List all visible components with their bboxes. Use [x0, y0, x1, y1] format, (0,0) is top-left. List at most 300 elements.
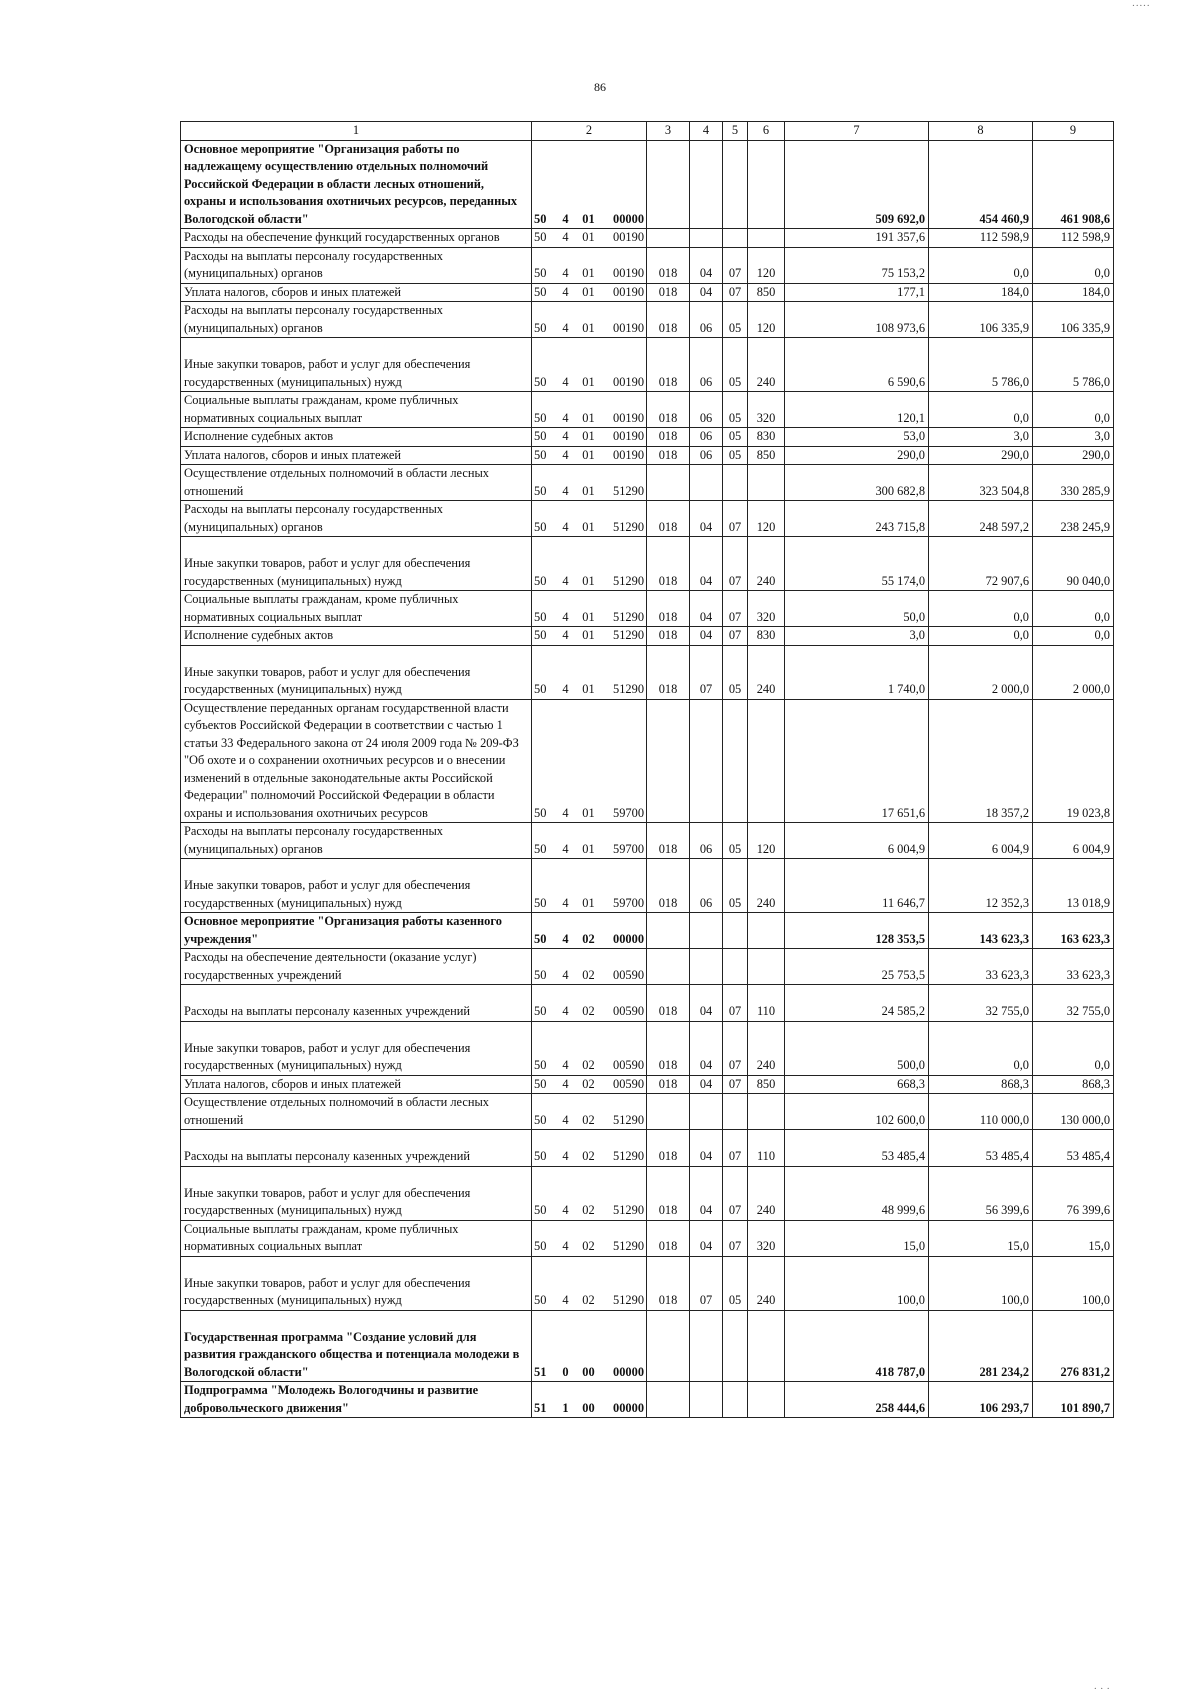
row-name: Иные закупки товаров, работ и услуг для обеспечения государственных (муниципальных) нужд [181, 1166, 532, 1220]
amount-col-8: 0,0 [929, 247, 1033, 283]
code-subprogram: 4 [558, 1021, 574, 1075]
page-number: 86 [594, 80, 606, 94]
code-program: 50 [532, 1166, 558, 1220]
code-program: 50 [532, 859, 558, 913]
code-direction: 00590 [604, 985, 647, 1022]
code-activity: 01 [574, 699, 604, 823]
code-ministry: 018 [647, 591, 690, 627]
table-row [181, 645, 1114, 699]
code-subprogram: 4 [558, 1075, 574, 1094]
code-program: 50 [532, 140, 558, 229]
code-activity: 01 [574, 465, 604, 501]
code-ministry: 018 [647, 302, 690, 338]
code-expense-type: 830 [748, 428, 785, 447]
code-ministry [647, 913, 690, 949]
code-ministry: 018 [647, 1166, 690, 1220]
code-ministry [647, 229, 690, 248]
code-direction: 59700 [604, 823, 647, 859]
header-cell: 6 [748, 122, 785, 141]
code-activity: 01 [574, 428, 604, 447]
amount-col-9: 130 000,0 [1033, 1094, 1114, 1130]
code-direction: 00190 [604, 338, 647, 392]
amount-col-7: 177,1 [785, 283, 929, 302]
table-row [181, 537, 1114, 591]
code-program: 50 [532, 1130, 558, 1167]
table-row [181, 1310, 1114, 1382]
code-subprogram: 4 [558, 229, 574, 248]
code-expense-type: 830 [748, 627, 785, 646]
code-program: 50 [532, 823, 558, 859]
amount-col-7: 290,0 [785, 446, 929, 465]
code-activity: 02 [574, 949, 604, 985]
header-cell: 8 [929, 122, 1033, 141]
amount-col-9: 868,3 [1033, 1075, 1114, 1094]
code-ministry [647, 1094, 690, 1130]
code-subsection [723, 1310, 748, 1382]
code-subsection: 05 [723, 645, 748, 699]
code-subsection: 07 [723, 591, 748, 627]
code-subprogram: 4 [558, 501, 574, 537]
code-direction: 51290 [604, 501, 647, 537]
code-expense-type: 320 [748, 591, 785, 627]
code-section: 07 [690, 1256, 723, 1310]
code-section: 06 [690, 859, 723, 913]
code-subprogram: 4 [558, 949, 574, 985]
amount-col-7: 25 753,5 [785, 949, 929, 985]
amount-col-9: 106 335,9 [1033, 302, 1114, 338]
code-activity: 02 [574, 1130, 604, 1167]
code-expense-type [748, 913, 785, 949]
code-expense-type: 850 [748, 1075, 785, 1094]
amount-col-8: 6 004,9 [929, 823, 1033, 859]
code-ministry: 018 [647, 1130, 690, 1167]
amount-col-9: 0,0 [1033, 591, 1114, 627]
amount-col-8: 454 460,9 [929, 140, 1033, 229]
code-program: 50 [532, 465, 558, 501]
row-name: Исполнение судебных актов [181, 428, 532, 447]
amount-col-8: 18 357,2 [929, 699, 1033, 823]
table-row [181, 229, 1114, 248]
code-subsection: 07 [723, 537, 748, 591]
amount-col-8: 0,0 [929, 591, 1033, 627]
code-subsection: 05 [723, 392, 748, 428]
code-direction: 00590 [604, 1075, 647, 1094]
code-ministry [647, 699, 690, 823]
table-row [181, 247, 1114, 283]
row-name: Расходы на выплаты персоналу государственных (муниципальных) органов [181, 823, 532, 859]
code-activity: 01 [574, 446, 604, 465]
code-direction: 00190 [604, 283, 647, 302]
table-row [181, 501, 1114, 537]
amount-col-9: 5 786,0 [1033, 338, 1114, 392]
row-name: Расходы на выплаты персоналу государственных (муниципальных) органов [181, 247, 532, 283]
code-subsection: 07 [723, 283, 748, 302]
code-activity: 01 [574, 823, 604, 859]
amount-col-9: 76 399,6 [1033, 1166, 1114, 1220]
code-section: 04 [690, 501, 723, 537]
table-row [181, 627, 1114, 646]
code-direction: 00190 [604, 247, 647, 283]
code-program: 50 [532, 699, 558, 823]
code-section: 04 [690, 1021, 723, 1075]
table-row [181, 392, 1114, 428]
code-section: 04 [690, 1166, 723, 1220]
code-ministry: 018 [647, 859, 690, 913]
table-row [181, 338, 1114, 392]
code-subsection: 07 [723, 1166, 748, 1220]
row-name: Осуществление переданных органам государственной власти субъектов Российской Федерации в соответствии с частью 1 статьи 33 Федерального закона от 24 июля 2009 года № 209-ФЗ "Об охоте и о сохранении охотничьих ресурсов и о внесении изменений в отдельные законодательные акты Российской Федерации" полномочий Российской Федерации в области охраны и использования охотничьих ресурсов [181, 699, 532, 823]
code-activity: 01 [574, 302, 604, 338]
code-subprogram: 4 [558, 1256, 574, 1310]
amount-col-7: 24 585,2 [785, 985, 929, 1022]
row-name: Расходы на выплаты персоналу государственных (муниципальных) органов [181, 501, 532, 537]
header-cell: 7 [785, 122, 929, 141]
code-section: 04 [690, 591, 723, 627]
amount-col-9: 461 908,6 [1033, 140, 1114, 229]
table-row [181, 1130, 1114, 1167]
code-subsection [723, 465, 748, 501]
code-program: 50 [532, 627, 558, 646]
code-ministry: 018 [647, 1256, 690, 1310]
amount-col-9: 3,0 [1033, 428, 1114, 447]
code-expense-type: 240 [748, 859, 785, 913]
amount-col-7: 55 174,0 [785, 537, 929, 591]
amount-col-7: 48 999,6 [785, 1166, 929, 1220]
code-program: 50 [532, 338, 558, 392]
code-section [690, 699, 723, 823]
code-expense-type: 110 [748, 985, 785, 1022]
code-expense-type: 120 [748, 823, 785, 859]
header-cell: 1 [181, 122, 532, 141]
amount-col-7: 243 715,8 [785, 501, 929, 537]
table-row [181, 283, 1114, 302]
code-expense-type: 240 [748, 1166, 785, 1220]
code-ministry [647, 1382, 690, 1418]
code-subsection: 05 [723, 428, 748, 447]
code-direction: 00190 [604, 302, 647, 338]
code-expense-type: 240 [748, 645, 785, 699]
code-subprogram: 4 [558, 1130, 574, 1167]
code-direction: 51290 [604, 1166, 647, 1220]
code-subsection: 07 [723, 627, 748, 646]
table-row [181, 465, 1114, 501]
row-name: Социальные выплаты гражданам, кроме публичных нормативных социальных выплат [181, 392, 532, 428]
code-activity: 01 [574, 338, 604, 392]
amount-col-9: 0,0 [1033, 1021, 1114, 1075]
amount-col-8: 290,0 [929, 446, 1033, 465]
table-row [181, 1220, 1114, 1256]
code-ministry: 018 [647, 1075, 690, 1094]
row-name: Социальные выплаты гражданам, кроме публичных нормативных социальных выплат [181, 1220, 532, 1256]
code-direction: 51290 [604, 1220, 647, 1256]
amount-col-8: 12 352,3 [929, 859, 1033, 913]
code-ministry: 018 [647, 1220, 690, 1256]
code-subsection: 07 [723, 1021, 748, 1075]
code-expense-type: 240 [748, 537, 785, 591]
table-row [181, 1166, 1114, 1220]
code-program: 50 [532, 229, 558, 248]
code-expense-type: 240 [748, 1021, 785, 1075]
code-subprogram: 4 [558, 985, 574, 1022]
code-section: 04 [690, 1220, 723, 1256]
amount-col-7: 3,0 [785, 627, 929, 646]
amount-col-8: 868,3 [929, 1075, 1033, 1094]
code-program: 50 [532, 1256, 558, 1310]
code-section: 04 [690, 537, 723, 591]
code-program: 50 [532, 446, 558, 465]
amount-col-7: 668,3 [785, 1075, 929, 1094]
amount-col-8: 32 755,0 [929, 985, 1033, 1022]
code-ministry: 018 [647, 283, 690, 302]
amount-col-7: 120,1 [785, 392, 929, 428]
code-activity: 01 [574, 537, 604, 591]
amount-col-9: 276 831,2 [1033, 1310, 1114, 1382]
code-activity: 02 [574, 1166, 604, 1220]
amount-col-7: 6 590,6 [785, 338, 929, 392]
code-activity: 02 [574, 1256, 604, 1310]
code-section [690, 913, 723, 949]
code-section [690, 1094, 723, 1130]
code-program: 50 [532, 392, 558, 428]
amount-col-9: 15,0 [1033, 1220, 1114, 1256]
amount-col-8: 0,0 [929, 1021, 1033, 1075]
code-direction: 00590 [604, 949, 647, 985]
code-subsection [723, 699, 748, 823]
table-row [181, 1075, 1114, 1094]
table-row [181, 428, 1114, 447]
code-activity: 02 [574, 1220, 604, 1256]
code-ministry: 018 [647, 247, 690, 283]
amount-col-8: 281 234,2 [929, 1310, 1033, 1382]
code-program: 50 [532, 1220, 558, 1256]
table-row [181, 949, 1114, 985]
code-subprogram: 4 [558, 428, 574, 447]
code-program: 50 [532, 645, 558, 699]
code-subprogram: 4 [558, 627, 574, 646]
table-row [181, 302, 1114, 338]
table-row [181, 591, 1114, 627]
code-section: 04 [690, 1130, 723, 1167]
table-row [181, 913, 1114, 949]
table-row [181, 859, 1114, 913]
amount-col-8: 5 786,0 [929, 338, 1033, 392]
header-cell: 5 [723, 122, 748, 141]
amount-col-7: 102 600,0 [785, 1094, 929, 1130]
code-expense-type: 120 [748, 501, 785, 537]
code-subsection [723, 1094, 748, 1130]
code-subprogram: 4 [558, 645, 574, 699]
code-direction: 00190 [604, 392, 647, 428]
row-name: Иные закупки товаров, работ и услуг для обеспечения государственных (муниципальных) нужд [181, 645, 532, 699]
code-section [690, 1310, 723, 1382]
code-program: 50 [532, 985, 558, 1022]
code-ministry: 018 [647, 985, 690, 1022]
code-expense-type: 120 [748, 302, 785, 338]
code-subprogram: 4 [558, 302, 574, 338]
amount-col-9: 100,0 [1033, 1256, 1114, 1310]
code-activity: 00 [574, 1310, 604, 1382]
row-name: Подпрограмма "Молодежь Вологодчины и развитие добровольческого движения" [181, 1382, 532, 1418]
amount-col-7: 75 153,2 [785, 247, 929, 283]
amount-col-8: 106 335,9 [929, 302, 1033, 338]
code-subprogram: 4 [558, 140, 574, 229]
header-cell: 4 [690, 122, 723, 141]
code-subprogram: 4 [558, 392, 574, 428]
table-row [181, 985, 1114, 1022]
code-section: 06 [690, 302, 723, 338]
code-subsection [723, 229, 748, 248]
header-cell: 2 [532, 122, 647, 141]
amount-col-7: 11 646,7 [785, 859, 929, 913]
code-activity: 01 [574, 591, 604, 627]
code-expense-type: 240 [748, 338, 785, 392]
amount-col-8: 110 000,0 [929, 1094, 1033, 1130]
amount-col-7: 6 004,9 [785, 823, 929, 859]
amount-col-8: 323 504,8 [929, 465, 1033, 501]
code-activity: 01 [574, 140, 604, 229]
scan-artifact-bottom: · · · [1093, 1683, 1110, 1695]
code-ministry: 018 [647, 627, 690, 646]
row-name: Иные закупки товаров, работ и услуг для обеспечения государственных (муниципальных) нужд [181, 338, 532, 392]
code-section [690, 465, 723, 501]
code-activity: 01 [574, 859, 604, 913]
row-name: Расходы на выплаты персоналу казенных учреждений [181, 1130, 532, 1167]
row-name: Государственная программа "Создание условий для развития гражданского общества и потенциала молодежи в Вологодской области" [181, 1310, 532, 1382]
code-subprogram: 4 [558, 699, 574, 823]
code-ministry: 018 [647, 537, 690, 591]
code-subprogram: 4 [558, 1220, 574, 1256]
amount-col-7: 15,0 [785, 1220, 929, 1256]
amount-col-7: 50,0 [785, 591, 929, 627]
table-row [181, 823, 1114, 859]
row-name: Иные закупки товаров, работ и услуг для обеспечения государственных (муниципальных) нужд [181, 1021, 532, 1075]
amount-col-9: 53 485,4 [1033, 1130, 1114, 1167]
code-expense-type [748, 229, 785, 248]
code-direction: 00190 [604, 446, 647, 465]
code-program: 50 [532, 1075, 558, 1094]
table-row [181, 1021, 1114, 1075]
code-ministry: 018 [647, 1021, 690, 1075]
amount-col-8: 3,0 [929, 428, 1033, 447]
code-subprogram: 1 [558, 1382, 574, 1418]
amount-col-9: 0,0 [1033, 392, 1114, 428]
amount-col-7: 500,0 [785, 1021, 929, 1075]
amount-col-7: 1 740,0 [785, 645, 929, 699]
code-activity: 01 [574, 283, 604, 302]
code-activity: 00 [574, 1382, 604, 1418]
amount-col-9: 112 598,9 [1033, 229, 1114, 248]
amount-col-7: 100,0 [785, 1256, 929, 1310]
code-subsection [723, 949, 748, 985]
amount-col-9: 32 755,0 [1033, 985, 1114, 1022]
amount-col-9: 13 018,9 [1033, 859, 1114, 913]
code-section [690, 1382, 723, 1418]
code-subsection: 05 [723, 859, 748, 913]
code-subsection: 05 [723, 338, 748, 392]
amount-col-8: 184,0 [929, 283, 1033, 302]
row-name: Основное мероприятие "Организация работы по надлежащему осуществлению отдельных полномочий Российской Федерации в области лесных отношений, охраны и использования охотничьих ресурсов, переданных Вологодской области" [181, 140, 532, 229]
amount-col-8: 0,0 [929, 392, 1033, 428]
code-direction: 00000 [604, 1310, 647, 1382]
code-section: 04 [690, 627, 723, 646]
code-direction: 51290 [604, 627, 647, 646]
code-expense-type: 120 [748, 247, 785, 283]
row-name: Иные закупки товаров, работ и услуг для обеспечения государственных (муниципальных) нужд [181, 537, 532, 591]
code-activity: 01 [574, 247, 604, 283]
row-name: Иные закупки товаров, работ и услуг для обеспечения государственных (муниципальных) нужд [181, 1256, 532, 1310]
code-expense-type [748, 140, 785, 229]
table-row [181, 446, 1114, 465]
code-subsection: 07 [723, 1220, 748, 1256]
amount-col-9: 0,0 [1033, 247, 1114, 283]
code-ministry: 018 [647, 823, 690, 859]
code-subsection: 05 [723, 302, 748, 338]
header-cell: 3 [647, 122, 690, 141]
code-direction: 59700 [604, 699, 647, 823]
code-program: 50 [532, 247, 558, 283]
amount-col-8: 248 597,2 [929, 501, 1033, 537]
code-subsection [723, 1382, 748, 1418]
amount-col-8: 2 000,0 [929, 645, 1033, 699]
code-program: 50 [532, 949, 558, 985]
code-direction: 51290 [604, 591, 647, 627]
scan-artifact-top: ····· [1131, 0, 1150, 12]
code-section: 04 [690, 985, 723, 1022]
code-subsection [723, 913, 748, 949]
amount-col-8: 0,0 [929, 627, 1033, 646]
amount-col-8: 15,0 [929, 1220, 1033, 1256]
amount-col-8: 72 907,6 [929, 537, 1033, 591]
amount-col-9: 290,0 [1033, 446, 1114, 465]
code-subsection: 07 [723, 247, 748, 283]
code-section [690, 140, 723, 229]
row-name: Уплата налогов, сборов и иных платежей [181, 446, 532, 465]
amount-col-9: 184,0 [1033, 283, 1114, 302]
row-name: Иные закупки товаров, работ и услуг для обеспечения государственных (муниципальных) нужд [181, 859, 532, 913]
table-row [181, 1256, 1114, 1310]
code-direction: 00190 [604, 229, 647, 248]
code-subprogram: 4 [558, 247, 574, 283]
row-name: Расходы на обеспечение деятельности (оказание услуг) государственных учреждений [181, 949, 532, 985]
code-expense-type [748, 949, 785, 985]
amount-col-9: 19 023,8 [1033, 699, 1114, 823]
code-program: 50 [532, 501, 558, 537]
code-direction: 51290 [604, 1094, 647, 1130]
code-subprogram: 4 [558, 283, 574, 302]
amount-col-9: 6 004,9 [1033, 823, 1114, 859]
amount-col-9: 0,0 [1033, 627, 1114, 646]
code-program: 50 [532, 1021, 558, 1075]
code-subsection: 07 [723, 1130, 748, 1167]
amount-col-8: 143 623,3 [929, 913, 1033, 949]
code-expense-type [748, 699, 785, 823]
code-ministry: 018 [647, 428, 690, 447]
code-direction: 59700 [604, 859, 647, 913]
table-row [181, 699, 1114, 823]
code-section [690, 229, 723, 248]
code-expense-type: 850 [748, 283, 785, 302]
code-direction: 00000 [604, 140, 647, 229]
code-direction: 00190 [604, 428, 647, 447]
amount-col-8: 56 399,6 [929, 1166, 1033, 1220]
row-name: Уплата налогов, сборов и иных платежей [181, 1075, 532, 1094]
code-subprogram: 4 [558, 591, 574, 627]
code-expense-type [748, 1310, 785, 1382]
row-name: Расходы на обеспечение функций государственных органов [181, 229, 532, 248]
row-name: Расходы на выплаты персоналу государственных (муниципальных) органов [181, 302, 532, 338]
amount-col-8: 106 293,7 [929, 1382, 1033, 1418]
code-direction: 51290 [604, 465, 647, 501]
